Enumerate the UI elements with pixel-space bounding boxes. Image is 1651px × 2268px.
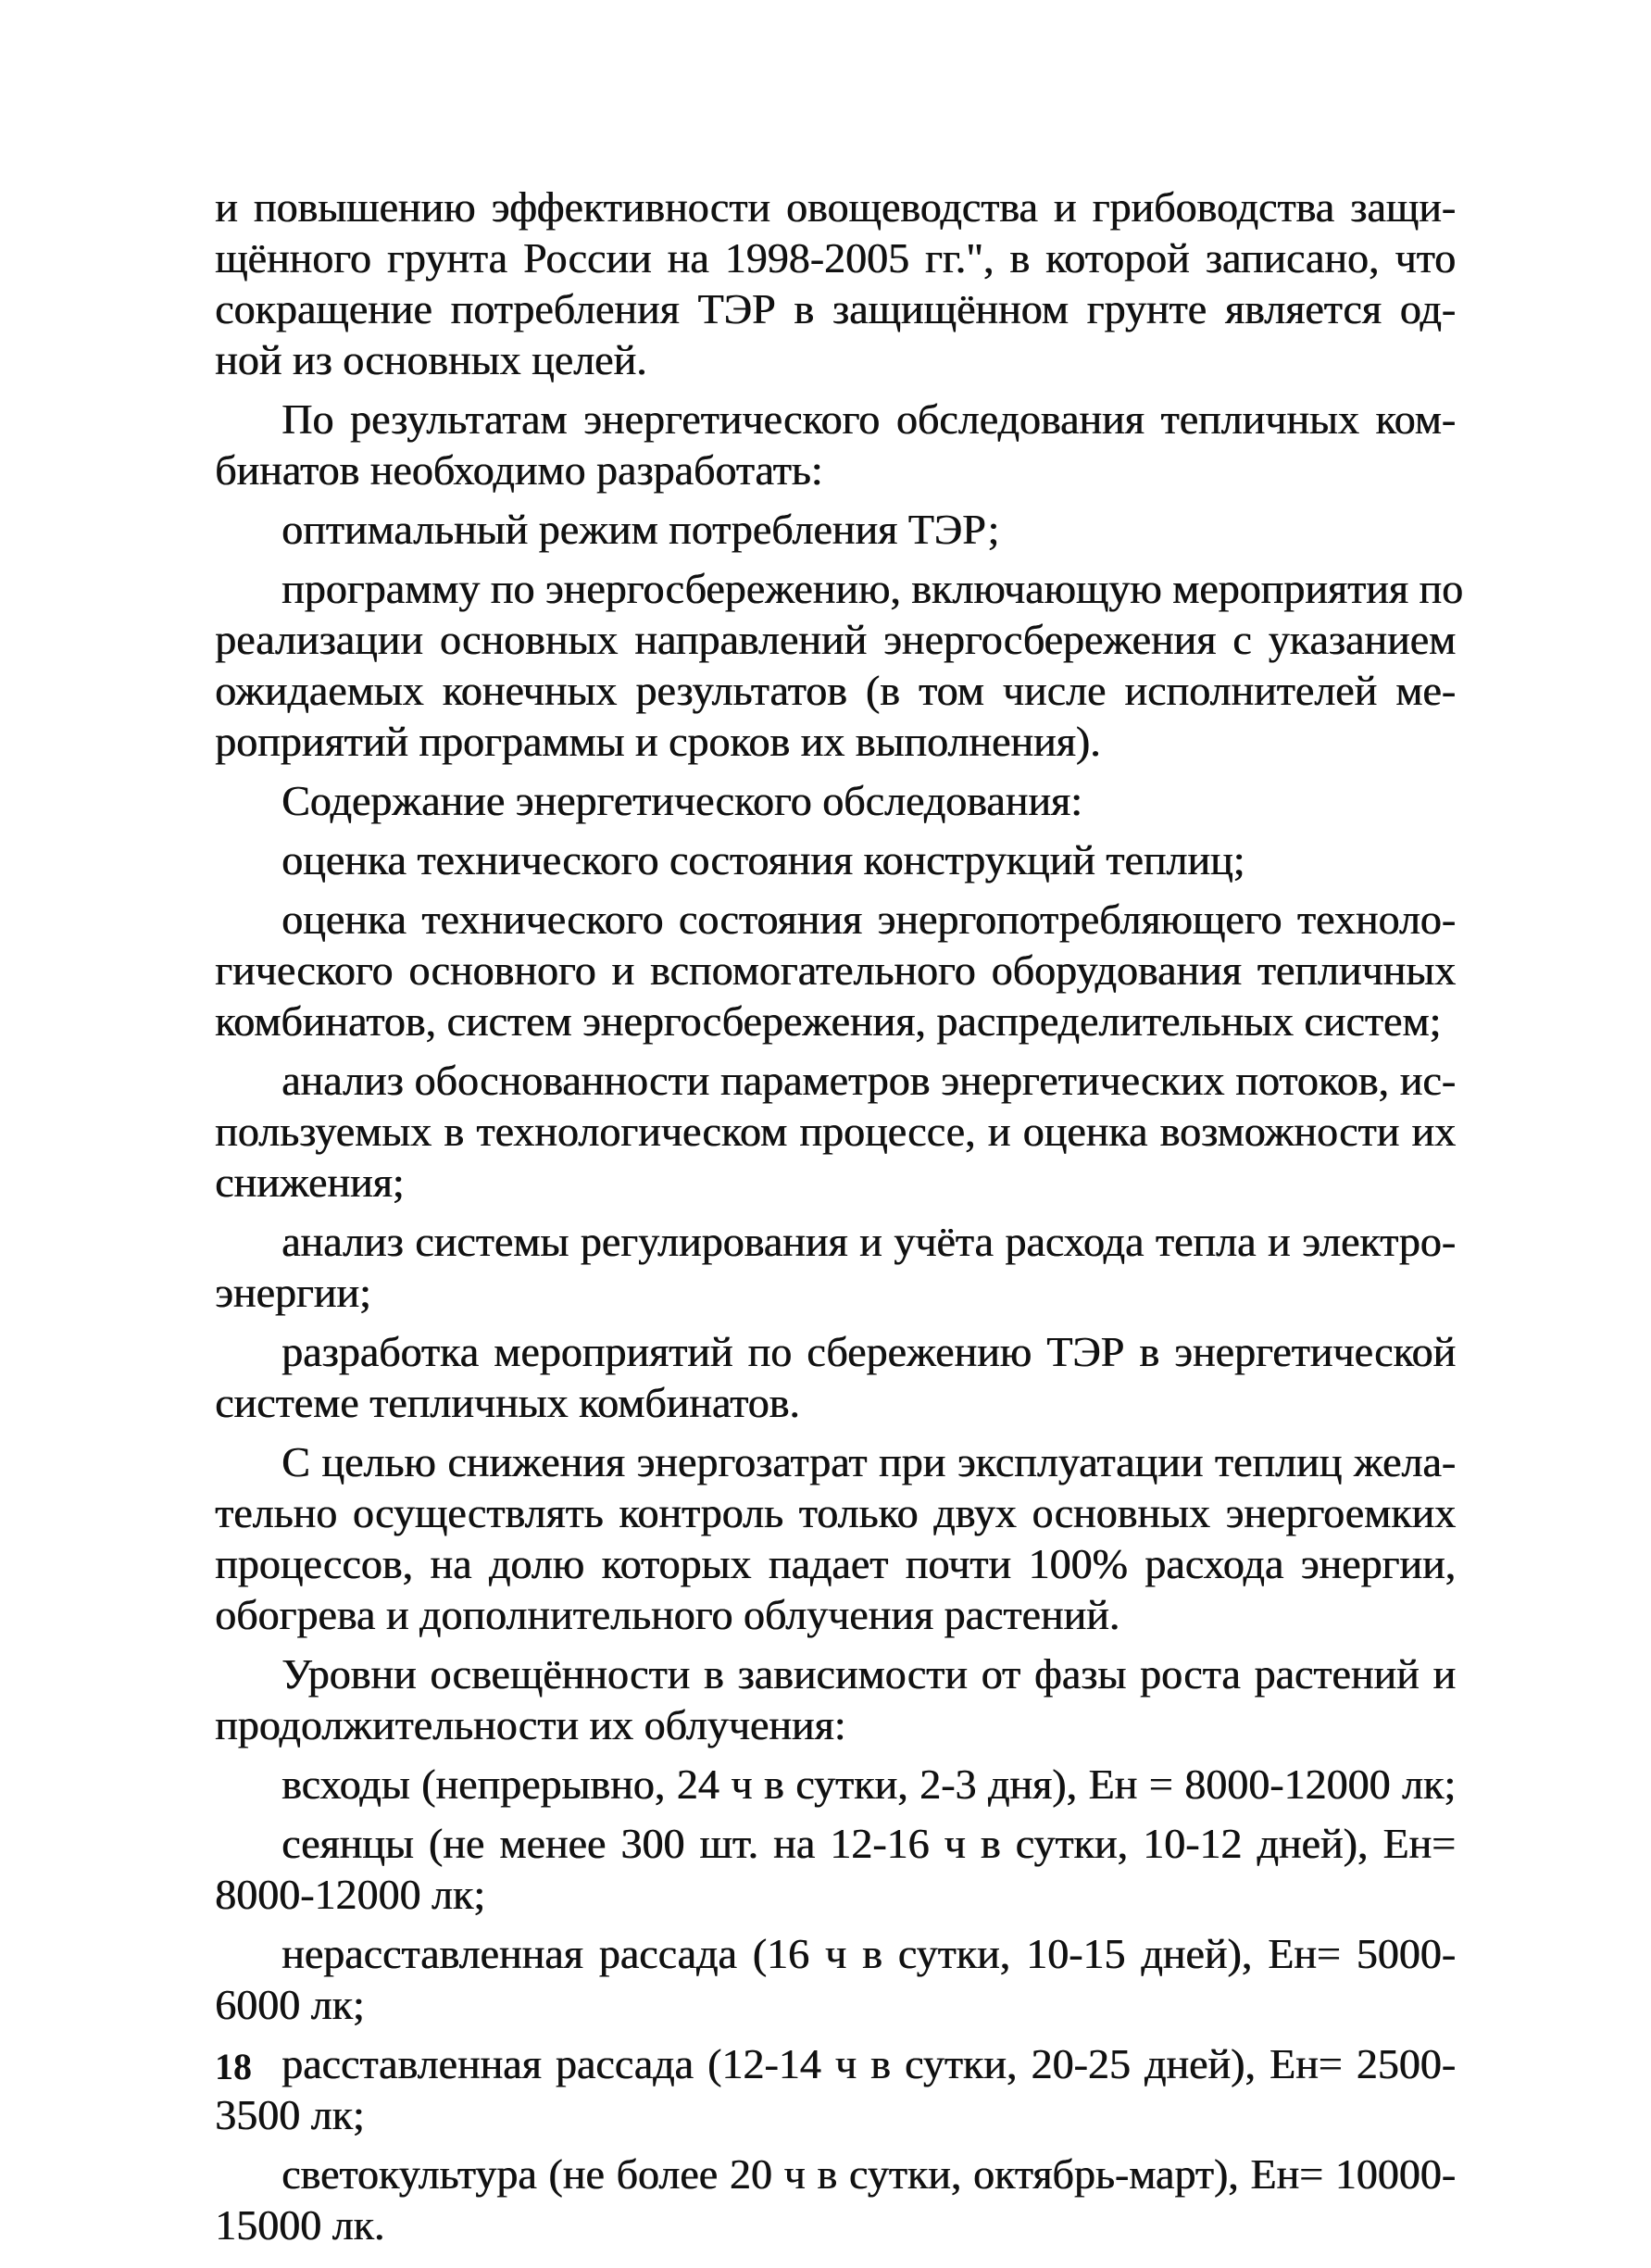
text-line: процессов, на долю которых падает почти 100% расхода энергии, [215, 1540, 1456, 1587]
text-line: бинатов необходимо разработать: [215, 446, 823, 494]
list-item: анализ обоснованности параметров энергетических потоков, ис- [281, 1057, 1456, 1104]
list-item: расставленная рассада (12-14 ч в сутки, 20-25 дней), Eн= 2500- [281, 2040, 1456, 2087]
list-item: оптимальный режим потребления ТЭР; [281, 506, 1000, 553]
text-line: ной из основных целей. [215, 336, 647, 383]
text-line: системе тепличных комбинатов. [215, 1379, 800, 1426]
text-line: пользуемых в технологическом процессе, и оценка возможности их [215, 1108, 1456, 1155]
text-line: С целью снижения энергозатрат при эксплуатации теплиц жела- [281, 1438, 1456, 1485]
text-line: гического основного и вспомогательного оборудования тепличных [215, 946, 1456, 994]
text-line: комбинатов, систем энергосбережения, распределительных систем; [215, 997, 1442, 1045]
text-line: 8000-12000 лк; [215, 1871, 485, 1918]
section-heading: Содержание энергетического обследования: [281, 777, 1082, 824]
page-number: 18 [215, 2046, 252, 2087]
text-line: 15000 лк. [215, 2201, 385, 2249]
list-item: светокультура (не более 20 ч в сутки, октябрь-март), Eн= 10000- [281, 2150, 1456, 2198]
text-line: ожидаемых конечных результатов (в том числе исполнителей ме- [215, 667, 1456, 714]
list-item: программу по энергосбережению, включающую мероприятия по [281, 565, 1463, 612]
text-line: обогрева и дополнительного облучения растений. [215, 1591, 1120, 1638]
list-item: всходы (непрерывно, 24 ч в сутки, 2-3 дня), Eн = 8000-12000 лк; [281, 1761, 1456, 1808]
list-item: оценка технического состояния энергопотребляющего техноло- [281, 896, 1456, 943]
text-line: щённого грунта России на 1998-2005 гг.", в которой записано, что [215, 234, 1456, 282]
text-line: 6000 лк; [215, 1981, 365, 2028]
text-line: роприятий программы и сроков их выполнения). [215, 718, 1101, 765]
list-item: анализ системы регулирования и учёта расхода тепла и электро- [281, 1218, 1456, 1265]
text-line: 3500 лк; [215, 2091, 365, 2138]
list-item: оценка технического состояния конструкций теплиц; [281, 836, 1245, 883]
text-line: тельно осуществлять контроль только двух основных энергоемких [215, 1489, 1456, 1536]
text-line: По результатам энергетического обследования тепличных ком- [281, 395, 1456, 443]
text-line: Уровни освещённости в зависимости от фазы роста растений и [281, 1650, 1456, 1698]
text-line: снижения; [215, 1159, 405, 1206]
text-line: сокращение потребления ТЭР в защищённом грунте является од- [215, 285, 1456, 332]
list-item: сеянцы (не менее 300 шт. на 12-16 ч в сутки, 10-12 дней), Eн= [281, 1820, 1456, 1867]
text-line: продолжительности их облучения: [215, 1701, 846, 1748]
list-item: нерасставленная рассада (16 ч в сутки, 10-15 дней), Eн= 5000- [281, 1930, 1456, 1977]
text-line: энергии; [215, 1269, 371, 1316]
text-line: и повышению эффективности овощеводства и грибоводства защи- [215, 183, 1456, 231]
page-body [215, 182, 1463, 2250]
list-item: разработка мероприятий по сбережению ТЭР в энергетической [281, 1328, 1456, 1375]
text-line: реализации основных направлений энергосбережения с указанием [215, 616, 1456, 663]
